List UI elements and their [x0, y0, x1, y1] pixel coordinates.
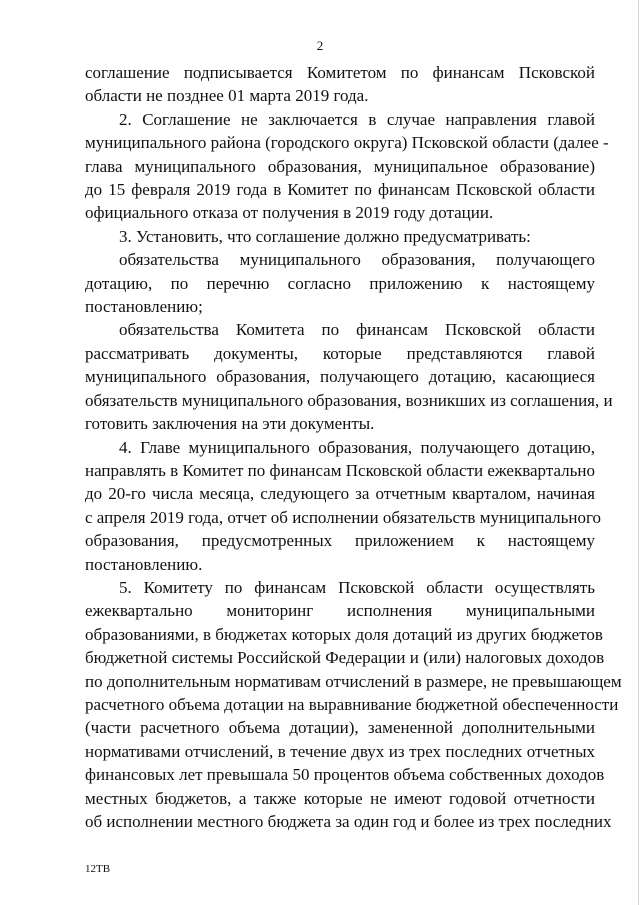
text-line: направлять в Комитет по финансам Псковской области ежеквартально: [85, 460, 595, 480]
paragraph: [85, 61, 595, 108]
text-line: образования, предусмотренных приложением к настоящему: [85, 531, 595, 551]
text-line: до 15 февраля 2019 года в Комитет по финансам Псковской области: [85, 180, 595, 200]
text-line: постановлению.: [85, 554, 203, 574]
text-line: бюджетной системы Российской Федерации и (или) налоговых доходов: [85, 648, 605, 668]
text-line: 2. Соглашение не заключается в случае направления главой: [119, 109, 595, 129]
text-line: 4. Главе муниципального образования, получающего дотацию,: [119, 437, 595, 457]
paragraph: [85, 318, 613, 435]
text-line: готовить заключения на эти документы.: [85, 414, 375, 434]
document-body: [85, 61, 622, 833]
text-line: обязательства Комитета по финансам Псковской области: [119, 320, 595, 340]
text-line: 5. Комитету по финансам Псковской области осуществлять: [119, 577, 595, 597]
text-line: области не позднее 01 марта 2019 года.: [85, 86, 369, 106]
text-line: глава муниципального образования, муниципальное образование): [85, 156, 595, 176]
text-line: (части расчетного объема дотации), замененной дополнительными: [85, 718, 595, 738]
paragraph: [85, 225, 595, 248]
text-line: официального отказа от получения в 2019 году дотации.: [85, 203, 494, 223]
text-line: об исполнении местного бюджета за один год и более из трех последних: [85, 812, 612, 831]
page-number: 2: [316, 38, 324, 53]
text-line: рассматривать документы, которые представляются главой: [85, 343, 595, 363]
text-line: с апреля 2019 года, отчет об исполнении обязательств муниципального: [85, 507, 602, 527]
text-line: дотацию, по перечню согласно приложению к настоящему: [85, 273, 595, 293]
paragraph: [85, 108, 609, 225]
text-line: ежеквартально мониторинг исполнения муниципальными: [85, 601, 595, 621]
text-line: нормативами отчислений, в течение двух из трех последних отчетных: [85, 741, 595, 761]
text-line: соглашение подписывается Комитетом по финансам Псковской: [85, 63, 595, 82]
text-line: муниципального образования, получающего дотацию, касающиеся: [85, 367, 595, 387]
text-line: образованиями, в бюджетах которых доля дотаций из других бюджетов: [85, 624, 603, 644]
text-line: муниципального района (городского округа) Псковской области (далее -: [85, 133, 609, 153]
text-line: постановлению;: [85, 297, 203, 317]
paragraph: [85, 248, 595, 318]
text-line: обязательства муниципального образования, получающего: [119, 250, 595, 270]
text-line: расчетного объема дотации на выравнивание бюджетной обеспеченности: [85, 694, 619, 714]
text-line: 3. Установить, что соглашение должно предусматривать:: [119, 226, 531, 246]
text-line: финансовых лет превышала 50 процентов объема собственных доходов: [85, 765, 605, 785]
text-line: местных бюджетов, а также которые не имеют годовой отчетности: [85, 788, 595, 808]
text-line: обязательств муниципального образования, возникших из соглашения, и: [85, 390, 613, 410]
document-code: 12ТВ: [85, 863, 111, 875]
paragraph: [85, 576, 622, 833]
scan-edge-divider: [638, 0, 639, 905]
text-line: до 20-го числа месяца, следующего за отчетным кварталом, начиная: [85, 484, 595, 504]
paragraph: [85, 436, 602, 576]
text-line: по дополнительным нормативам отчислений в размере, не превышающем: [85, 671, 622, 691]
